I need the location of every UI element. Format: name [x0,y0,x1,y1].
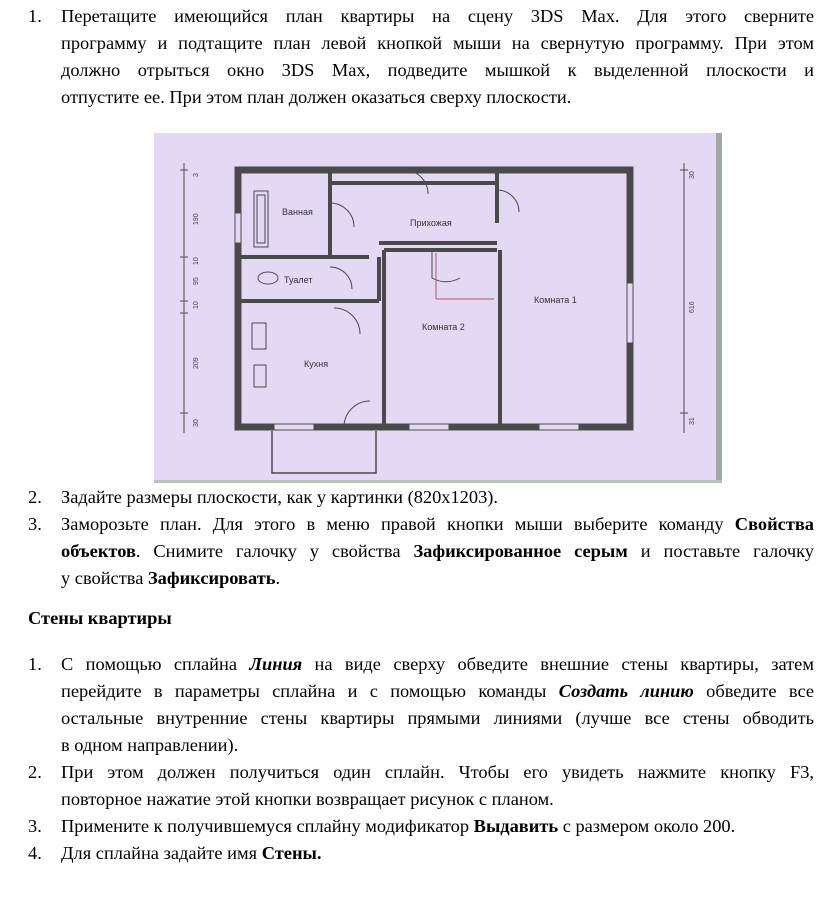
text-run: Заморозьте план. Для этого в меню правой кнопки мыши выберите команду [61,514,735,534]
list-item [28,651,816,759]
text-line: должно отрыться окно 3DS Max, подведите мышкой к выделенной плоскости и [61,60,814,80]
list-item [28,484,816,511]
item-text [61,511,814,592]
item-text [61,651,814,759]
room-label-hall: Прихожая [410,218,452,228]
list-item [28,511,816,592]
dim-label: 209 [193,357,200,369]
room-label-kitchen: Кухня [304,359,329,369]
text-run: и поставьте галочку [627,541,815,561]
item-text: Задайте размеры плоскости, как у картинки (820х1203). [61,487,498,507]
list-number: 2. [28,487,42,507]
item-text [61,813,814,840]
dim-label: 30 [689,171,696,179]
dim-label: 10 [193,257,200,265]
text-run: у свойства [61,568,148,588]
text-line: остальные внутренние стены квартиры прямыми линиями (лучше все стены обводить [61,708,814,728]
text-line [61,538,814,565]
list-number: 3. [28,816,42,836]
list-item [28,813,816,840]
bold-term: Свойства [734,514,814,534]
room-label-room2: Комната 2 [422,322,465,332]
list-number: 4. [28,843,42,863]
text-line: отпустите ее. При этом план должен оказаться сверху плоскости. [61,87,572,107]
room-label-room1: Комната 1 [534,295,577,305]
bold-term: объектов [61,541,136,561]
dim-label: 31 [689,417,696,425]
bold-italic-term: Создать линию [558,681,694,701]
room-label-toilet: Туалет [284,275,313,285]
text-line: Перетащите имеющийся план квартиры на сцену 3DS Max. Для этого сверните [61,6,814,26]
text-run: . Снимите галочку у свойства [135,541,414,561]
list-item [28,759,816,813]
floor-plan-drawing [154,133,716,480]
item-text [61,840,814,867]
text-run: с размером около 200. [558,816,736,836]
dim-label: 3 [193,173,200,177]
bold-term: Выдавить [473,816,559,836]
text-line [61,565,814,592]
text-run: С помощью сплайна [61,654,250,674]
text-line: повторное нажатие этой кнопки возвращает рисунок с планом. [61,789,554,809]
dim-label: 616 [689,301,696,313]
text-run: на виде сверху обведите внешние стены квартиры, затем [302,654,814,674]
text-line [61,511,814,538]
list-item [28,840,816,867]
text-run: Примените к получившемуся сплайну модификатор [61,816,474,836]
text-run: перейдите в параметры сплайна и с помощью команды [61,681,559,701]
item-text [61,3,814,111]
list-number: 3. [28,514,42,534]
text-line: программу и подтащите план левой кнопкой мыши на свернутую программу. При этом [61,33,814,53]
dim-label: 95 [193,277,200,285]
text-line [61,651,814,678]
list-item [28,3,816,111]
text-line: в одном направлении). [61,735,239,755]
text-run: обведите все [693,681,815,701]
section-heading: Стены квартиры [28,608,172,628]
text-line [61,678,814,705]
dim-label: 190 [193,213,200,225]
bold-term: Зафиксировать [147,568,276,588]
dim-label: 10 [193,301,200,309]
bold-italic-term: Линия [249,654,303,674]
text-run: Для сплайна задайте имя [61,843,262,863]
item-text [61,759,814,813]
list-number: 1. [28,654,42,674]
room-label-bath: Ванная [282,207,313,217]
text-run: . [275,568,281,588]
text-line: При этом должен получиться один сплайн. Чтобы его увидеть нажмите кнопку F3, [61,762,814,782]
dim-label: 30 [193,419,200,427]
list-number: 2. [28,762,42,782]
bold-term: Стены. [261,843,322,863]
bold-term: Зафиксированное серым [413,541,628,561]
list-number: 1. [28,6,42,26]
floor-plan-image [154,133,722,480]
